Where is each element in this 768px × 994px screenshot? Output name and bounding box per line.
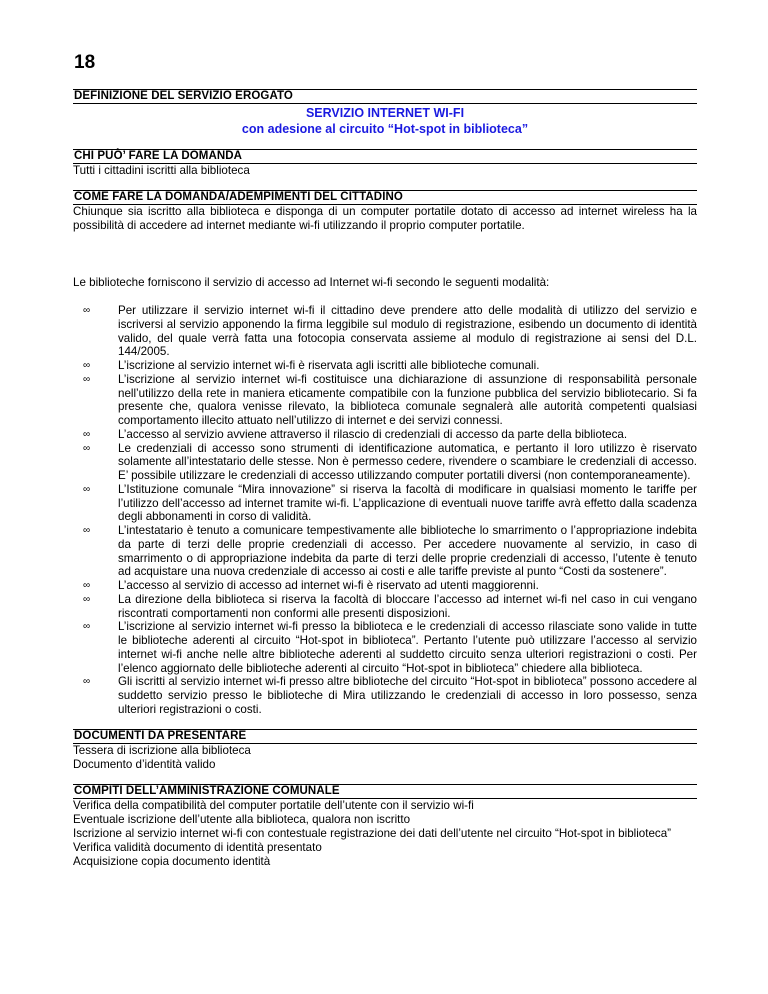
bullet-icon: ∞	[83, 483, 91, 495]
bullet-icon: ∞	[83, 428, 91, 440]
compiti-line: Acquisizione copia documento identità	[73, 854, 271, 868]
modalita-list	[73, 304, 697, 717]
list-item: ∞ L’iscrizione al servizio internet wi-fi presso la biblioteca e le credenziali di accesso rilasciate sono valide in tutte le biblioteche aderenti al circuito “Hot-spot in biblioteca”. Pertanto l’utente può utilizzare l’accesso al servizio internet wi-fi anche nelle altre biblioteche aderenti al suddetto circuito senza ulteriori registrazioni o costi. Per l’elenco aggiornato delle biblioteche aderenti al circuito “Hot-spot in biblioteca” chiedere alla biblioteca.	[83, 620, 697, 675]
modalita-intro: Le biblioteche forniscono il servizio di accesso ad Internet wi-fi secondo le seguenti modalità:	[73, 276, 550, 289]
list-item: ∞ L’accesso al servizio avviene attraverso il rilascio di credenziali di accesso da parte della biblioteca.	[83, 427, 628, 441]
service-title-line1: SERVIZIO INTERNET WI-FI	[305, 106, 465, 120]
bullet-icon: ∞	[83, 525, 91, 536]
list-item: ∞ Gli iscritti al servizio internet wi-fi presso altre biblioteche del circuito “Hot-spot in biblioteca” possono accedere al suddetto servizio presso le biblioteche di Mira utilizzando le credenziali di accesso in loro possesso, senza ulteriori registrazioni o costi.	[83, 675, 697, 716]
bullet-icon: ∞	[83, 373, 91, 385]
service-title	[73, 105, 697, 137]
bullet-icon: ∞	[83, 305, 91, 316]
bullet-icon: ∞	[83, 621, 91, 633]
section-header-compiti: COMPITI DELL’AMMINISTRAZIONE COMUNALE	[73, 784, 697, 799]
service-title-line2: con adesione al circuito “Hot-spot in biblioteca”	[241, 122, 529, 136]
list-item: ∞ Per utilizzare il servizio internet wi-fi il cittadino deve prendere atto delle modalità di utilizzo del servizio e iscriversi al servizio apponendo la firma leggibile sul modulo di registrazione, esibendo un documento di identità valido, del quale verrà fatta una fotocopia conservata assieme al modulo di registrazione ai sensi del D.L. 144/2005.	[83, 304, 697, 359]
section-header-chi-puo: CHI PUÒ’ FARE LA DOMANDA	[73, 149, 697, 164]
documenti-line: Tessera di iscrizione alla biblioteca	[73, 743, 251, 757]
compiti-line: Verifica validità documento di identità presentato	[73, 840, 322, 854]
list-item: ∞ L’iscrizione al servizio internet wi-fi costituisce una dichiarazione di assunzione di responsabilità personale nell’utilizzo della rete in maniera eticamente compatibile con la funzione pubblica del servizio bibliotecario. Si fa presente che, qualora venisse rilevato, la biblioteca comunale segnalerà alle autorità competenti qualsiasi comportamento illecito attuato nell’utilizzo di internet e dei servizi connessi.	[83, 372, 697, 427]
compiti-list	[73, 799, 697, 869]
bullet-icon: ∞	[83, 360, 91, 371]
bullet-icon: ∞	[83, 442, 91, 454]
bullet-icon: ∞	[83, 593, 91, 605]
come-fare-text: Chiunque sia iscritto alla biblioteca e disponga di un computer portatile dotato di accesso ad internet wireless ha la possibilità di accedere ad internet mediante wi-fi utilizzando il proprio computer portatile.	[73, 205, 697, 232]
list-item: ∞ L’accesso al servizio di accesso ad internet wi-fi è riservato ad utenti maggiorenni.	[83, 579, 539, 592]
list-item: ∞ L’iscrizione al servizio internet wi-fi è riservata agli iscritti alle biblioteche comunali.	[83, 359, 540, 372]
list-item: ∞ L’Istituzione comunale “Mira innovazione” si riserva la facoltà di modificare in qualsiasi momento le tariffe per l’utilizzo dell’accesso ad internet tramite wi-fi. L’applicazione di eventuali nuove tariffe avrà effetto dalla scadenza degli abbonamenti in corso di validità.	[83, 482, 697, 524]
page-number: 18	[74, 52, 96, 73]
bullet-icon: ∞	[83, 580, 91, 591]
list-item: ∞ L’intestatario è tenuto a comunicare tempestivamente alle biblioteche lo smarrimento o l’appropriazione indebita da parte di terzi delle proprie credenziali di accesso. Per accedere nuovamente al servizio, in caso di smarrimento o di appropriazione indebita da parte di terzi delle proprie credenziali di accesso, l’utente è tenuto ad acquistare una nuova credenziale di accesso ai costi e alle tariffe previste al punto “Costi da sostenere”.	[83, 524, 697, 579]
document-body	[73, 89, 697, 869]
list-item: ∞ La direzione della biblioteca si riserva la facoltà di bloccare l’accesso ad internet wi-fi nel caso in cui vengano riscontrati comportamenti non conformi alle presenti disposizioni.	[83, 592, 697, 620]
list-item: ∞ Le credenziali di accesso sono strumenti di identificazione automatica, e pertanto il loro utilizzo è riservato solamente all’intestatario delle stesse. Non è permesso cedere, rivendere o scambiare le credenziali di accesso. E’ possibile utilizzare le credenziali di accesso utilizzando computer portatili diversi (non contemporaneamente).	[83, 441, 697, 482]
documenti-line: Documento d’identità valido	[73, 757, 216, 771]
compiti-line: Iscrizione al servizio internet wi-fi con contestuale registrazione dei dati dell’utente nel circuito “Hot-spot in biblioteca”	[73, 826, 672, 840]
section-header-definizione: DEFINIZIONE DEL SERVIZIO EROGATO	[73, 89, 697, 104]
section-header-documenti: DOCUMENTI DA PRESENTARE	[73, 729, 697, 744]
section-header-come-fare: COME FARE LA DOMANDA/ADEMPIMENTI DEL CITTADINO	[73, 190, 697, 205]
documenti-list	[73, 744, 697, 772]
chi-puo-text: Tutti i cittadini iscritti alla biblioteca	[73, 164, 250, 177]
compiti-line: Verifica della compatibilità del computer portatile dell’utente con il servizio wi-fi	[73, 798, 474, 812]
compiti-line: Eventuale iscrizione dell’utente alla biblioteca, qualora non iscritto	[73, 812, 411, 826]
bullet-icon: ∞	[83, 676, 91, 688]
